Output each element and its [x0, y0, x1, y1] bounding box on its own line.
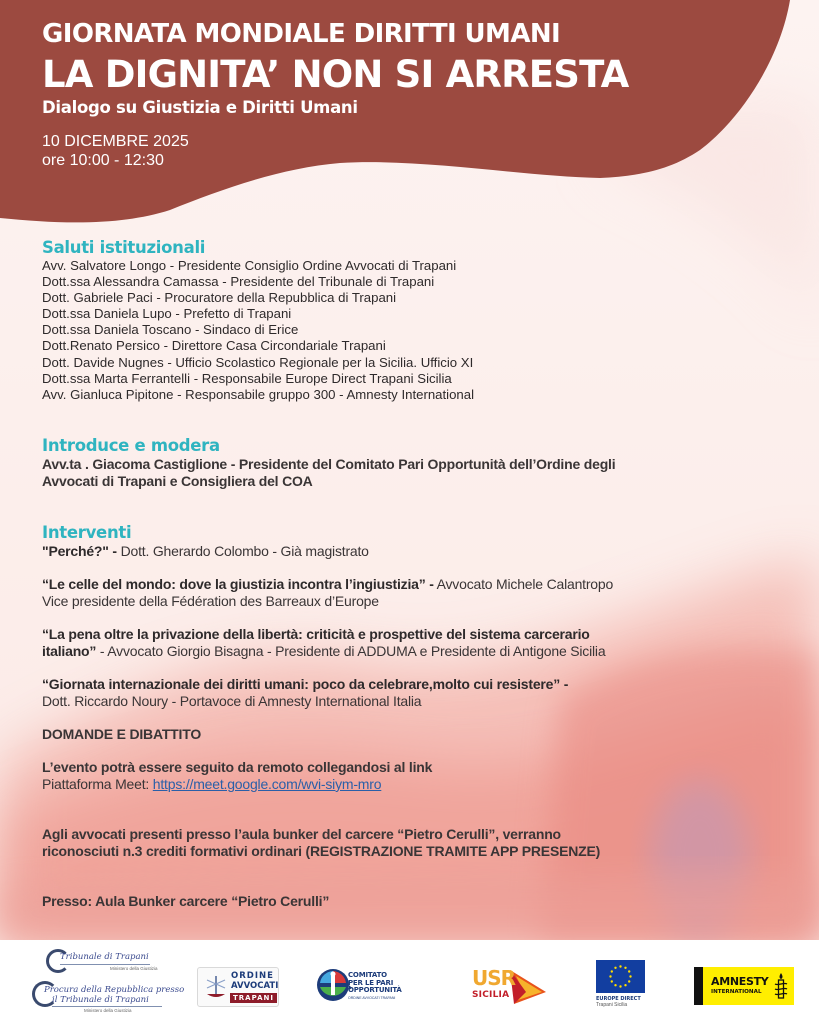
- ordine-line3: TRAPANI: [230, 993, 277, 1003]
- talk-speaker-role: Vice presidente della Fédération des Barreaux d’Europe: [42, 592, 379, 609]
- event-name: GIORNATA MONDIALE DIRITTI UMANI: [42, 19, 561, 49]
- talk-speaker: Dott. Riccardo Noury - Portavoce di Amnesty International Italia: [42, 692, 422, 709]
- usr-sicilia-logo: [470, 962, 550, 1007]
- credits-line: riconosciuti n.3 crediti formativi ordinari (REGISTRAZIONE TRAMITE APP PRESENZE): [42, 842, 601, 859]
- talk-item: [42, 576, 802, 610]
- moderator-line: Avvocati di Trapani e Consigliera del COA: [42, 472, 313, 489]
- subtitle: Dialogo su Giustizia e Diritti Umani: [42, 98, 358, 117]
- europe-direct-line2: Trapani Sicilia: [596, 1002, 628, 1008]
- sponsor-logos: [0, 940, 819, 1024]
- credits-line: Agli avvocati presenti presso l’aula bunker del carcere “Pietro Cerulli”, verranno: [42, 825, 561, 842]
- talk-title-cont: italiano”: [42, 642, 97, 659]
- list-item: Dott.ssa Marta Ferrantelli - Responsabile Europe Direct Trapani Sicilia: [42, 370, 452, 386]
- talk-speaker: Dott. Gherardo Colombo - Già magistrato: [116, 542, 369, 559]
- talk-item: [42, 676, 802, 710]
- section-title-saluti: Saluti istituzionali: [42, 238, 206, 257]
- europe-direct-logo: [596, 960, 651, 1016]
- talk-speaker: Avvocato Michele Calantropo: [433, 575, 614, 592]
- list-item: Avv. Salvatore Longo - Presidente Consiglio Ordine Avvocati di Trapani: [42, 258, 457, 273]
- usr-line1: USR: [472, 966, 516, 990]
- tribunale-ministry: Ministero della Giustizia: [110, 966, 158, 971]
- amnesty-international-logo: [694, 967, 794, 1005]
- section-title-interventi: Interventi: [42, 522, 132, 542]
- saluti-list: [42, 258, 802, 403]
- talk-item: [42, 626, 802, 660]
- talk-title: "Perché?" -: [42, 542, 117, 559]
- amnesty-line1: AMNESTY: [711, 975, 769, 988]
- amnesty-line2: INTERNATIONAL: [711, 989, 762, 995]
- talk-title: “Giornata internazionale dei diritti umani: poco da celebrare,molto cui resistere” -: [42, 675, 569, 692]
- section-title-moderatore: Introduce e modera: [42, 435, 220, 455]
- eu-flag-icon: [596, 960, 645, 993]
- meet-link[interactable]: https://meet.google.com/wvi-siym-mro: [152, 775, 382, 792]
- tribunale-name: Tribunale di Trapani: [60, 952, 149, 962]
- talk-speaker: - Avvocato Giorgio Bisagna - Presidente di ADDUMA e Presidente di Antigone Sicilia: [96, 642, 606, 659]
- comitato-line1: COMITATO: [348, 971, 387, 979]
- ordine-avvocati-logo: [197, 967, 279, 1007]
- event-date: 10 DICEMBRE 2025: [42, 133, 189, 150]
- list-item: Dott.ssa Alessandra Camassa - Presidente del Tribunale di Trapani: [42, 274, 435, 290]
- ordine-line2: AVVOCATI: [231, 981, 279, 991]
- list-item: Dott.ssa Daniela Lupo - Prefetto di Trapani: [42, 306, 292, 322]
- ordine-line1: ORDINE: [231, 971, 274, 981]
- list-item: Dott.Renato Persico - Direttore Casa Circondariale Trapani: [42, 338, 386, 354]
- list-item: Dott.ssa Daniela Toscano - Sindaco di Erice: [42, 322, 299, 338]
- venue: Presso: Aula Bunker carcere “Pietro Cerulli”: [42, 892, 330, 909]
- talk-item: [42, 543, 802, 560]
- talk-title: “La pena oltre la privazione della libertà: criticità e prospettive del sistema carcerario: [42, 625, 590, 642]
- amnesty-candle-icon: [774, 972, 788, 1000]
- amnesty-side-bar: [694, 967, 703, 1005]
- comitato-pari-opportunita-logo: [316, 964, 426, 1006]
- remote-intro: L’evento potrà essere seguito da remoto collegandosi al link: [42, 758, 433, 775]
- comitato-circle-icon: [316, 966, 352, 1004]
- platform-label: Piattaforma Meet:: [42, 775, 153, 792]
- windmill-ship-icon: [204, 974, 228, 1000]
- page-title: LA DIGNITA’ NON SI ARRESTA: [42, 53, 629, 96]
- list-item: Dott. Gabriele Paci - Procuratore della Repubblica di Trapani: [42, 290, 397, 306]
- event-time: ore 10:00 - 12:30: [42, 152, 164, 169]
- tribunale-procura-logos: [40, 945, 185, 1015]
- list-item: Avv. Gianluca Pipitone - Responsabile gruppo 300 - Amnesty International: [42, 386, 475, 402]
- comitato-line2: PER LE PARI: [348, 978, 394, 987]
- usr-line2: SICILIA: [472, 990, 510, 1000]
- comitato-line4: ORDINE AVVOCATI TRAPANI: [348, 996, 396, 1000]
- comitato-line3: OPPORTUNITÀ: [348, 986, 402, 994]
- qa-heading: DOMANDE E DIBATTITO: [42, 725, 202, 742]
- header: [42, 18, 629, 170]
- europe-direct-line1: EUROPE DIRECT: [596, 996, 641, 1002]
- comitato-text: [348, 972, 402, 995]
- list-item: Dott. Davide Nugnes - Ufficio Scolastico Regionale per la Sicilia. Ufficio XI: [42, 354, 474, 370]
- moderator-line: Avv.ta . Giacoma Castiglione - Presidente del Comitato Pari Opportunità dell’Ordine degli: [42, 455, 616, 472]
- procura-line2: il Tribunale di Trapani: [52, 995, 149, 1005]
- program-content: [42, 238, 802, 910]
- talk-title: “Le celle del mondo: dove la giustizia incontra l’ingiustizia” -: [42, 575, 434, 592]
- procura-line1: Procura della Repubblica presso: [44, 985, 185, 995]
- procura-ministry: Ministero della Giustizia: [84, 1008, 132, 1013]
